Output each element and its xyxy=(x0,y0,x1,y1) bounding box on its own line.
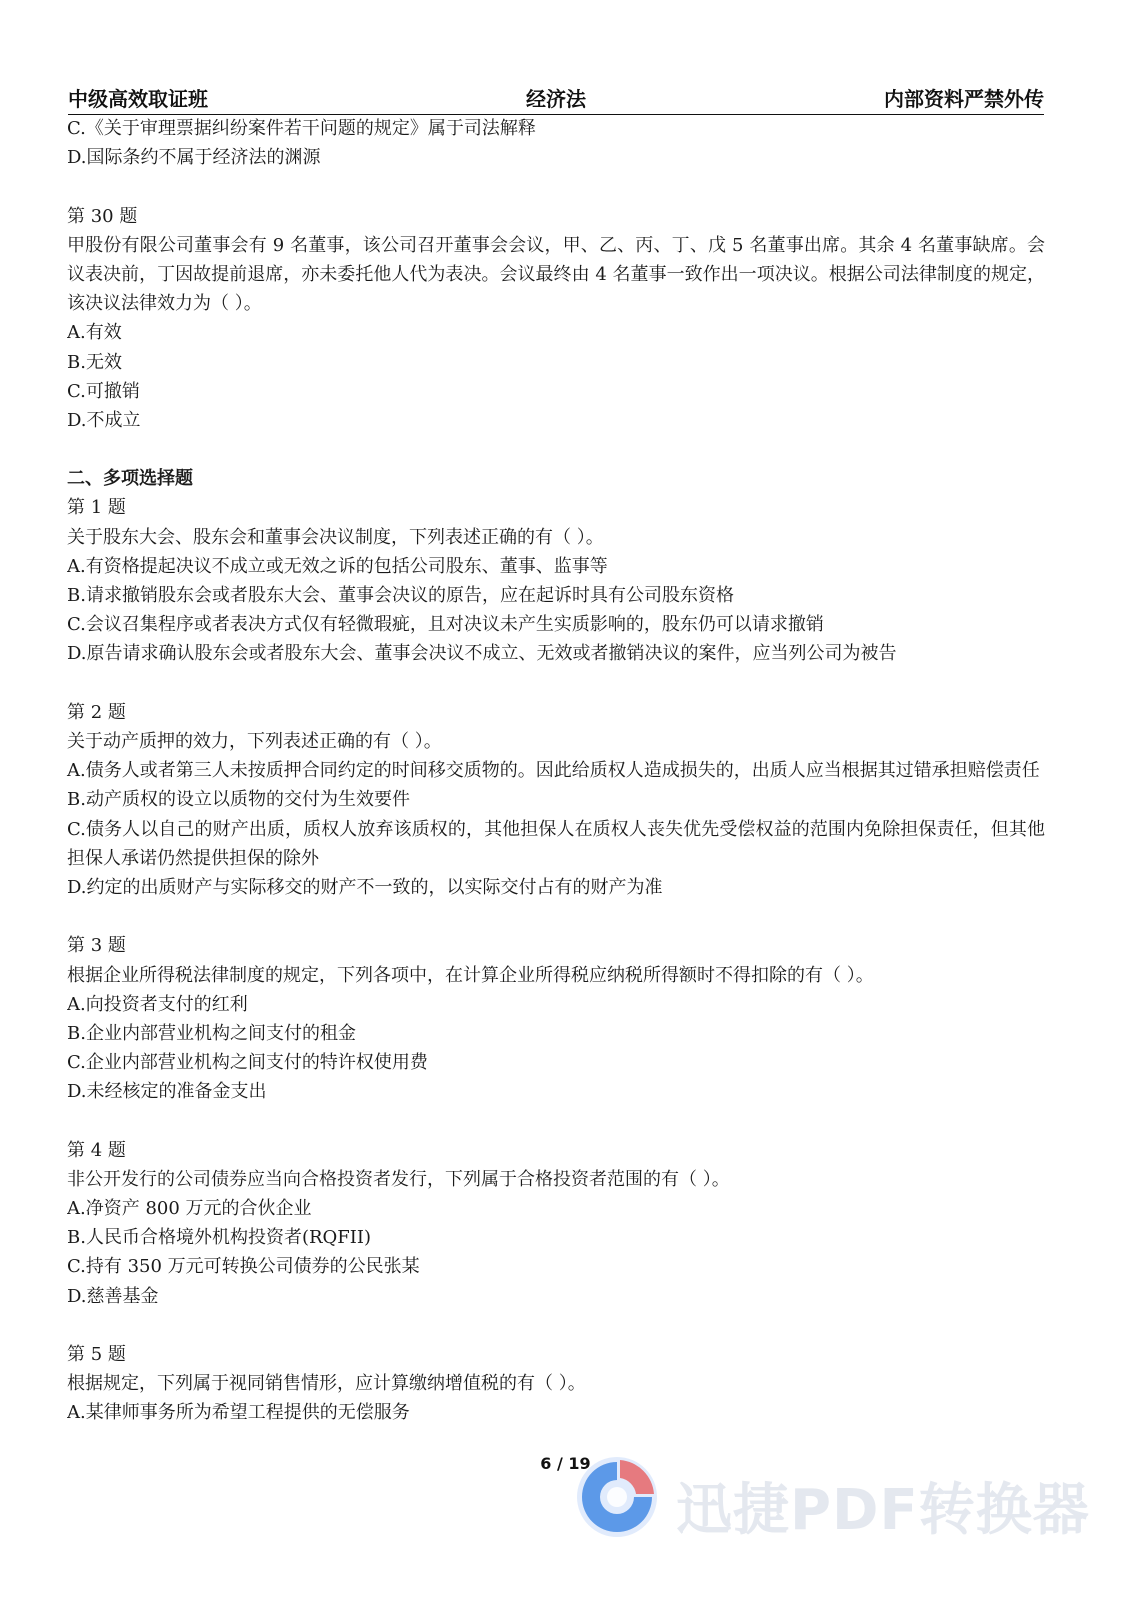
header-confidential-note: 内部资料严禁外传 xyxy=(884,87,1044,111)
question-title: 第 5 题 xyxy=(67,1343,126,1365)
question-30 xyxy=(67,202,1045,436)
option-a: A.净资产 800 万元的合伙企业 xyxy=(67,1198,312,1220)
option-c: C.债务人以自己的财产出质，质权人放弃该质权的，其他担保人在质权人丧失优先受偿权益的范围内免除担保责任，但其他担保人承诺仍然提供担保的除外 xyxy=(67,818,1045,869)
option-b: B.企业内部营业机构之间支付的租金 xyxy=(67,1022,356,1044)
option-a: A.某律师事务所为希望工程提供的无偿服务 xyxy=(67,1402,410,1424)
question-title: 第 2 题 xyxy=(67,701,126,723)
prev-question-option-c: C.《关于审理票据纠纷案件若干问题的规定》属于司法解释 xyxy=(67,118,536,139)
question-stem: 关于动产质押的效力，下列表述正确的有（ ）。 xyxy=(67,730,442,752)
option-a: A.有效 xyxy=(67,322,122,344)
option-a: A.债务人或者第三人未按质押合同约定的时间移交质物的。因此给质权人造成损失的，出质人应当根据其过错承担赔偿责任 xyxy=(67,760,1040,782)
option-c: C.可撤销 xyxy=(67,380,140,402)
question-stem: 甲股份有限公司董事会有 9 名董事，该公司召开董事会会议，甲、乙、丙、丁、戊 5 名董事出席。其余 4 名董事缺席。会议表决前，丁因故提前退席，亦未委托他人代为表决。会议最终由 4 名董事一致作出一项决议。根据公司法律制度的规定，该决议法律效力为（ ）。 xyxy=(67,234,1045,315)
multi-question-4 xyxy=(67,1136,1045,1311)
multi-question-5 xyxy=(67,1340,1045,1428)
question-title: 第 4 题 xyxy=(67,1139,126,1161)
question-title: 第 1 题 xyxy=(67,497,126,519)
option-c: C.企业内部营业机构之间支付的特许权使用费 xyxy=(67,1052,428,1074)
page-number: 6 / 19 xyxy=(540,1454,591,1473)
spacer xyxy=(67,1311,1045,1340)
question-stem: 根据规定，下列属于视同销售情形，应计算缴纳增值税的有（ ）。 xyxy=(67,1373,586,1395)
option-d: D.慈善基金 xyxy=(67,1285,159,1307)
question-title: 第 3 题 xyxy=(67,935,126,957)
spacer xyxy=(67,902,1045,931)
watermark xyxy=(572,1452,1092,1542)
option-b: B.无效 xyxy=(67,351,122,373)
question-stem: 根据企业所得税法律制度的规定，下列各项中，在计算企业所得税应纳税所得额时不得扣除的有（ ）。 xyxy=(67,964,874,986)
multi-question-2 xyxy=(67,698,1045,902)
option-b: B.动产质权的设立以质物的交付为生效要件 xyxy=(67,789,410,811)
option-c: C.会议召集程序或者表决方式仅有轻微瑕疵，且对决议未产生实质影响的，股东仍可以请求撤销 xyxy=(67,614,824,636)
question-stem: 关于股东大会、股东会和董事会决议制度，下列表述正确的有（ ）。 xyxy=(67,526,604,548)
multi-question-1 xyxy=(67,493,1045,668)
option-d: D.约定的出质财产与实际移交的财产不一致的，以实际交付占有的财产为准 xyxy=(67,876,663,898)
header-subject: 经济法 xyxy=(526,87,586,111)
option-b: B.请求撤销股东会或者股东大会、董事会决议的原告，应在起诉时具有公司股东资格 xyxy=(67,585,734,607)
option-a: A.有资格提起决议不成立或无效之诉的包括公司股东、董事、监事等 xyxy=(67,555,608,577)
option-a: A.向投资者支付的红利 xyxy=(67,993,248,1015)
spacer xyxy=(67,435,1045,464)
header-course-name: 中级高效取证班 xyxy=(68,87,208,111)
spacer xyxy=(67,172,1045,201)
spacer xyxy=(67,669,1045,698)
section-title: 二、多项选择题 xyxy=(67,468,193,490)
spacer xyxy=(67,1106,1045,1135)
option-b: B.人民币合格境外机构投资者(RQFII) xyxy=(67,1227,372,1249)
multi-question-3 xyxy=(67,931,1045,1106)
xunjie-pdf-logo-icon xyxy=(572,1452,662,1542)
document-body xyxy=(67,114,1045,1428)
question-title: 第 30 题 xyxy=(67,205,138,227)
option-d: D.未经核定的准备金支出 xyxy=(67,1081,267,1103)
question-stem: 非公开发行的公司债券应当向合格投资者发行，下列属于合格投资者范围的有（ ）。 xyxy=(67,1168,730,1190)
watermark-text: 迅捷PDF转换器 xyxy=(676,1478,1090,1543)
prev-question-option-d: D.国际条约不属于经济法的渊源 xyxy=(67,147,321,169)
option-d: D.不成立 xyxy=(67,409,141,431)
option-d: D.原告请求确认股东会或者股东大会、董事会决议不成立、无效或者撤销决议的案件，应当列公司为被告 xyxy=(67,643,897,665)
option-c: C.持有 350 万元可转换公司债券的公民张某 xyxy=(67,1256,420,1278)
page-header xyxy=(68,80,1044,115)
